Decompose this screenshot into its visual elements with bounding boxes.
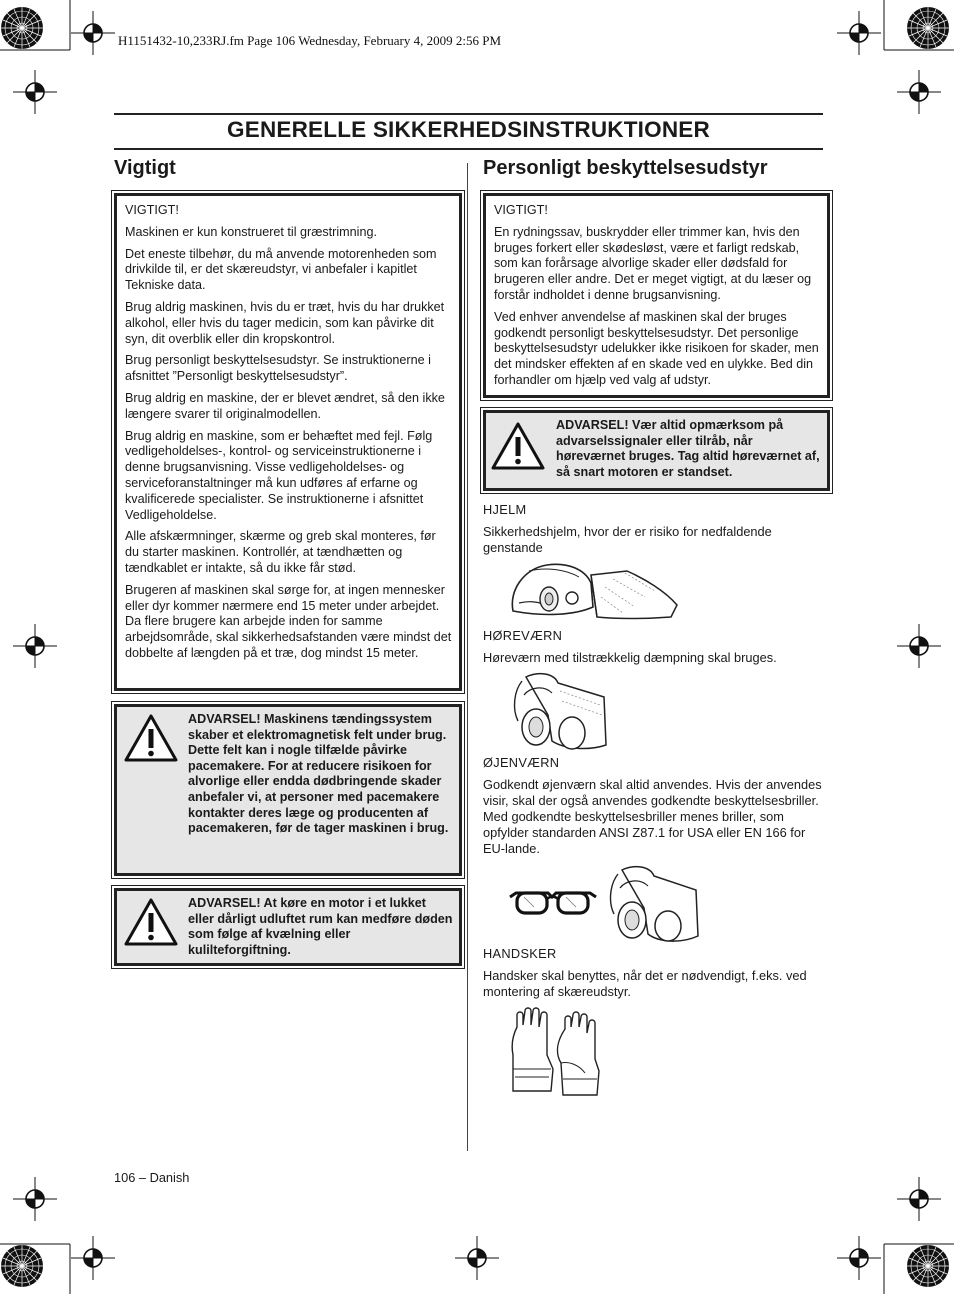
- warning-box-hearing: [483, 410, 830, 491]
- important-box-left: [114, 193, 462, 691]
- important-paragraph: Brug aldrig en maskine, der er blevet ændret, så den ikke længere svarer til originalmodellen.: [125, 390, 445, 421]
- visor-with-earmuffs-illustration: [604, 864, 704, 944]
- print-header: H1151432-10,233RJ.fm Page 106 Wednesday, February 4, 2009 2:56 PM: [118, 33, 502, 48]
- important-box-right: [483, 193, 830, 398]
- gloves-text: Handsker skal benyttes, når det er nødvendigt, f.eks. ved montering af skæreudstyr.: [483, 968, 807, 999]
- eye-label: ØJENVÆRN: [483, 755, 560, 770]
- section-heading-important: Vigtigt: [114, 157, 176, 179]
- gloves-label: HANDSKER: [483, 946, 557, 961]
- column-divider: [467, 163, 468, 1151]
- warning-box-pacemaker: [114, 704, 462, 876]
- important-paragraph: Det eneste tilbehør, du må anvende motorenheden som drivkilde til, er det skæreudstyr, vi anbefaler i kapitlet Tekniske data.: [125, 246, 437, 293]
- hearing-protection-illustration: [508, 671, 608, 751]
- safety-glasses-illustration: [508, 885, 598, 921]
- title-rule-bottom: [114, 148, 823, 150]
- important-paragraph: Brug personligt beskyttelsesudstyr. Se instruktionerne i afsnittet ”Personligt beskyttelsesudstyr”.: [125, 353, 431, 384]
- eye-text: Godkendt øjenværn skal altid anvendes. Hvis der anvendes visir, skal der også anvendes godkendte beskyttelsesbriller. Med godkendte beskyttelsesbriller menes briller, som opfylder standarden ANSI Z87.1 for USA eller EN 166 for EU-lande.: [483, 777, 822, 856]
- gloves-illustration: [505, 1007, 605, 1097]
- important-paragraph: Ved enhver anvendelse af maskinen skal der bruges godkendt personligt beskyttelsesudstyr. Det personlige beskyttelsesudstyr udelukker ikke risikoen for skader, men det mindsker effekten af en skade ved en ulykke. Bed din forhandler om hjælp ved valg af udstyr.: [494, 309, 819, 387]
- section-heading-ppe: Personligt beskyttelsesudstyr: [483, 157, 768, 179]
- important-paragraph: Alle afskærmninger, skærme og greb skal monteres, før du starter maskinen. Kontrollér, at tændhætten og tændkablet er intakte, så du ikke får stød.: [125, 529, 436, 575]
- helmet-illustration: [505, 561, 685, 623]
- helmet-text: Sikkerhedshjelm, hvor der er risiko for nedfaldende genstande: [483, 524, 772, 555]
- page-footer: 106 – Danish: [114, 1170, 190, 1185]
- warning-triangle-icon: [124, 714, 178, 762]
- title-rule-top: [114, 113, 823, 115]
- important-paragraph: Maskinen er kun konstrueret til græstrimning.: [125, 224, 377, 239]
- warning-text: ADVARSEL! At køre en motor i et lukket eller dårligt udluftet rum kan medføre døden som følge af kvælning eller kulilteforgiftning.: [188, 896, 453, 957]
- hearing-text: Høreværn med tilstrækkelig dæmpning skal bruges.: [483, 650, 777, 665]
- important-paragraph: Brugeren af maskinen skal sørge for, at ingen mennesker eller dyr kommer nærmere end 15 meter under arbejdet. Da flere brugere kan arbejde inden for samme arbejdsområde, skal sikkerhedsafstanden være mindst det dobbelte af længden på et træ, dog mindst 15 meter.: [125, 582, 452, 660]
- hearing-label: HØREVÆRN: [483, 628, 563, 643]
- warning-triangle-icon: [491, 422, 545, 470]
- warning-triangle-icon: [124, 898, 178, 946]
- warning-text: ADVARSEL! Vær altid opmærksom på advarselssignaler eller tilråb, når høreværnet bruges. Tag altid høreværnet af, så snart motoren er standset.: [556, 418, 820, 479]
- important-paragraph: Brug aldrig en maskine, som er behæftet med fejl. Følg vedligeholdelses-, kontrol- og serviceinstruktionerne i denne brugsanvisning. Visse vedligeholdelses- og serviceforanstaltninger må kun udføres af erfarne og kvalificerede specialister. Se instruktionerne i afsnittet Vedligeholdelse.: [125, 428, 433, 522]
- important-paragraph: En rydningssav, buskrydder eller trimmer kan, hvis den bruges forkert eller skødesløst, være et farligt redskab, som kan forårsage alvorlige skader eller dødsfald for brugeren eller andre. Det er meget vigtigt, at du læser og forstår indholdet i denne brugsanvisning.: [494, 224, 812, 302]
- important-paragraph: Brug aldrig maskinen, hvis du er træt, hvis du har drukket alkohol, eller hvis du tager medicin, som kan påvirke dit syn, dit overblik eller din kropskontrol.: [125, 299, 445, 346]
- warning-box-exhaust: [114, 888, 462, 966]
- important-label: VIGTIGT!: [125, 203, 179, 217]
- helmet-label: HJELM: [483, 502, 527, 517]
- warning-text: ADVARSEL! Maskinens tændingssystem skaber et elektromagnetisk felt under brug. Dette felt kan i nogle tilfælde påvirke pacemakere. For at reducere risikoen for alvorlige eller endda dødbringende skader anbefaler vi, at personer med pacemakere kontakter deres læge og producenten af pacemakeren, før de tager maskinen i brug.: [188, 712, 449, 836]
- important-label: VIGTIGT!: [494, 203, 548, 217]
- page-title: GENERELLE SIKKERHEDSINSTRUKTIONER: [227, 117, 710, 142]
